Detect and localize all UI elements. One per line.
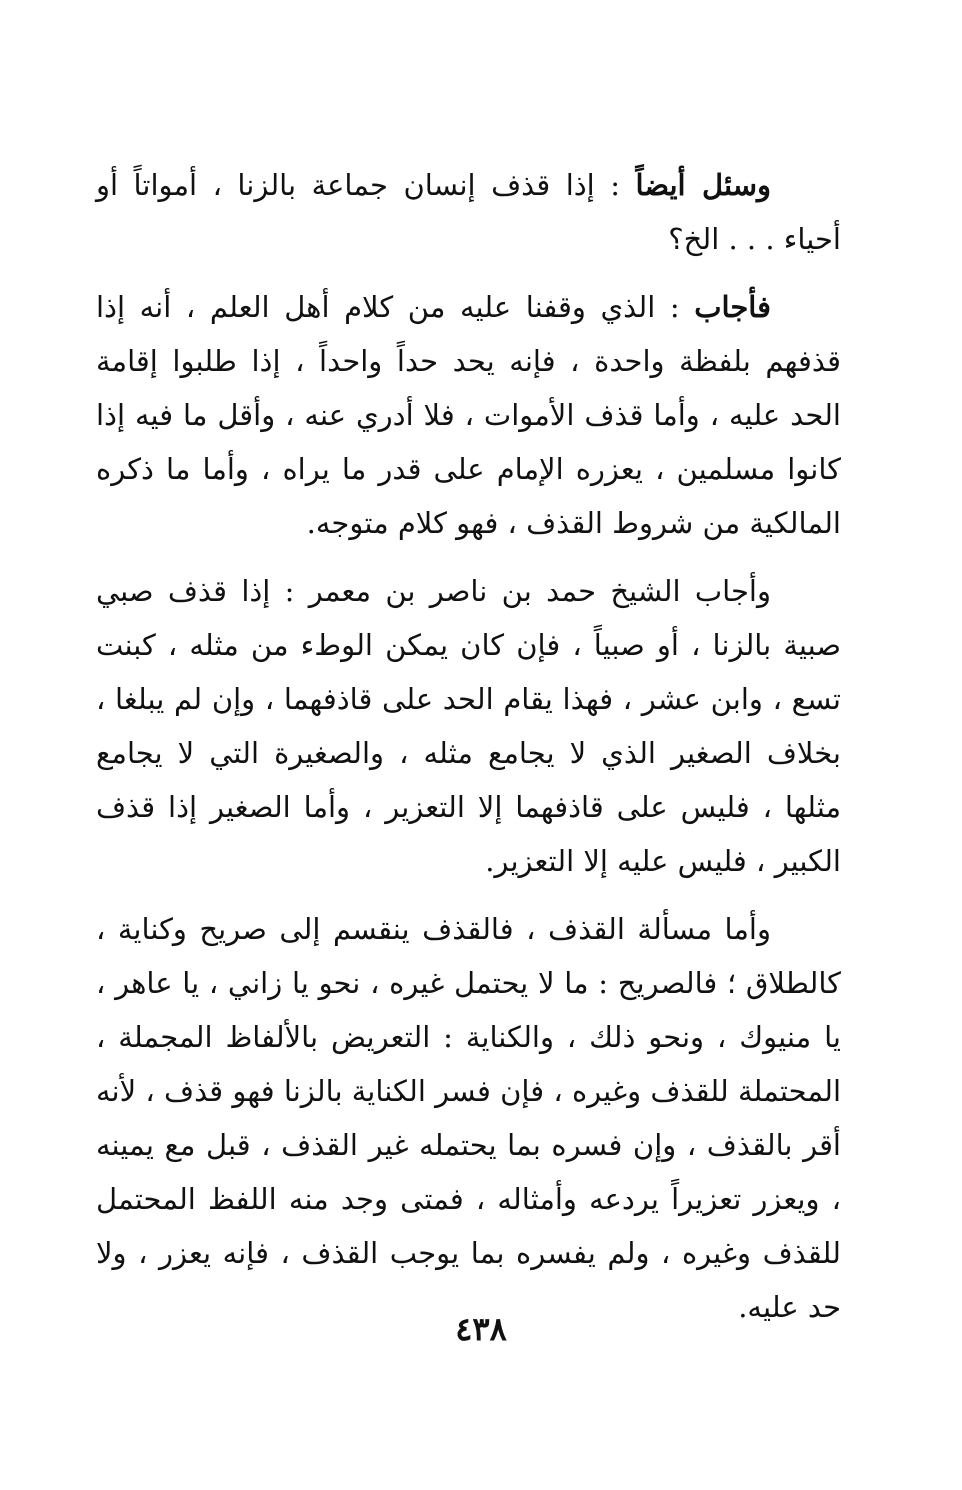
answer-paragraph xyxy=(96,280,841,550)
second-answer-paragraph xyxy=(96,564,841,888)
answer-text: : الذي وقفنا عليه من كلام أهل العلم ، أنه إذا قذفهم بلفظة واحدة ، فإنه يحد حداً واحداً ، إذا طلبوا إقامة الحد عليه ، وأما قذف الأموات ، فلا أدري عنه ، وأقل ما فيه إذا كانوا مسلمين ، يعزره الإمام على قدر ما يراه ، وأما ما ذكره المالكية من شروط القذف ، فهو كلام متوجه. xyxy=(96,290,841,540)
qadhf-issue-text: وأما مسألة القذف ، فالقذف ينقسم إلى صريح وكناية ، كالطلاق ؛ فالصريح : ما لا يحتمل غيره ، نحو يا زاني ، يا عاهر ، يا منيوك ، ونحو ذلك ، والكناية : التعريض بالألفاظ المجملة ، المحتملة للقذف وغيره ، فإن فسر الكناية بالزنا فهو قذف ، لأنه أقر بالقذف ، وإن فسره بما يحتمله غير القذف ، قبل مع يمينه ، ويعزر تعزيراً يردعه وأمثاله ، فمتى وجد منه اللفظ المحتمل للقذف وغيره ، ولم يفسره بما يوجب القذف ، فإنه يعزر ، ولا حد عليه. xyxy=(96,912,841,1324)
question-lead: وسئل أيضاً xyxy=(635,168,771,202)
question-paragraph xyxy=(96,158,841,266)
answer-lead: فأجاب xyxy=(694,290,771,324)
qadhf-issue-paragraph xyxy=(96,902,841,1334)
page-number: ٤٣٨ xyxy=(455,1310,507,1348)
question-text: : إذا قذف إنسان جماعة بالزنا ، أمواتاً أو أحياء . . . الخ؟ xyxy=(96,168,841,256)
second-answer-text: وأجاب الشيخ حمد بن ناصر بن معمر : إذا قذف صبي صبية بالزنا ، أو صبياً ، فإن كان يمكن الوطء من مثله ، كبنت تسع ، وابن عشر ، فهذا يقام الحد على قاذفهما ، وإن لم يبلغا ، بخلاف الصغير الذي لا يجامع مثله ، والصغيرة التي لا يجامع مثلها ، فليس على قاذفهما إلا التعزير ، وأما الصغير إذا قذف الكبير ، فليس عليه إلا التعزير. xyxy=(96,574,841,878)
body-text xyxy=(96,158,841,1334)
